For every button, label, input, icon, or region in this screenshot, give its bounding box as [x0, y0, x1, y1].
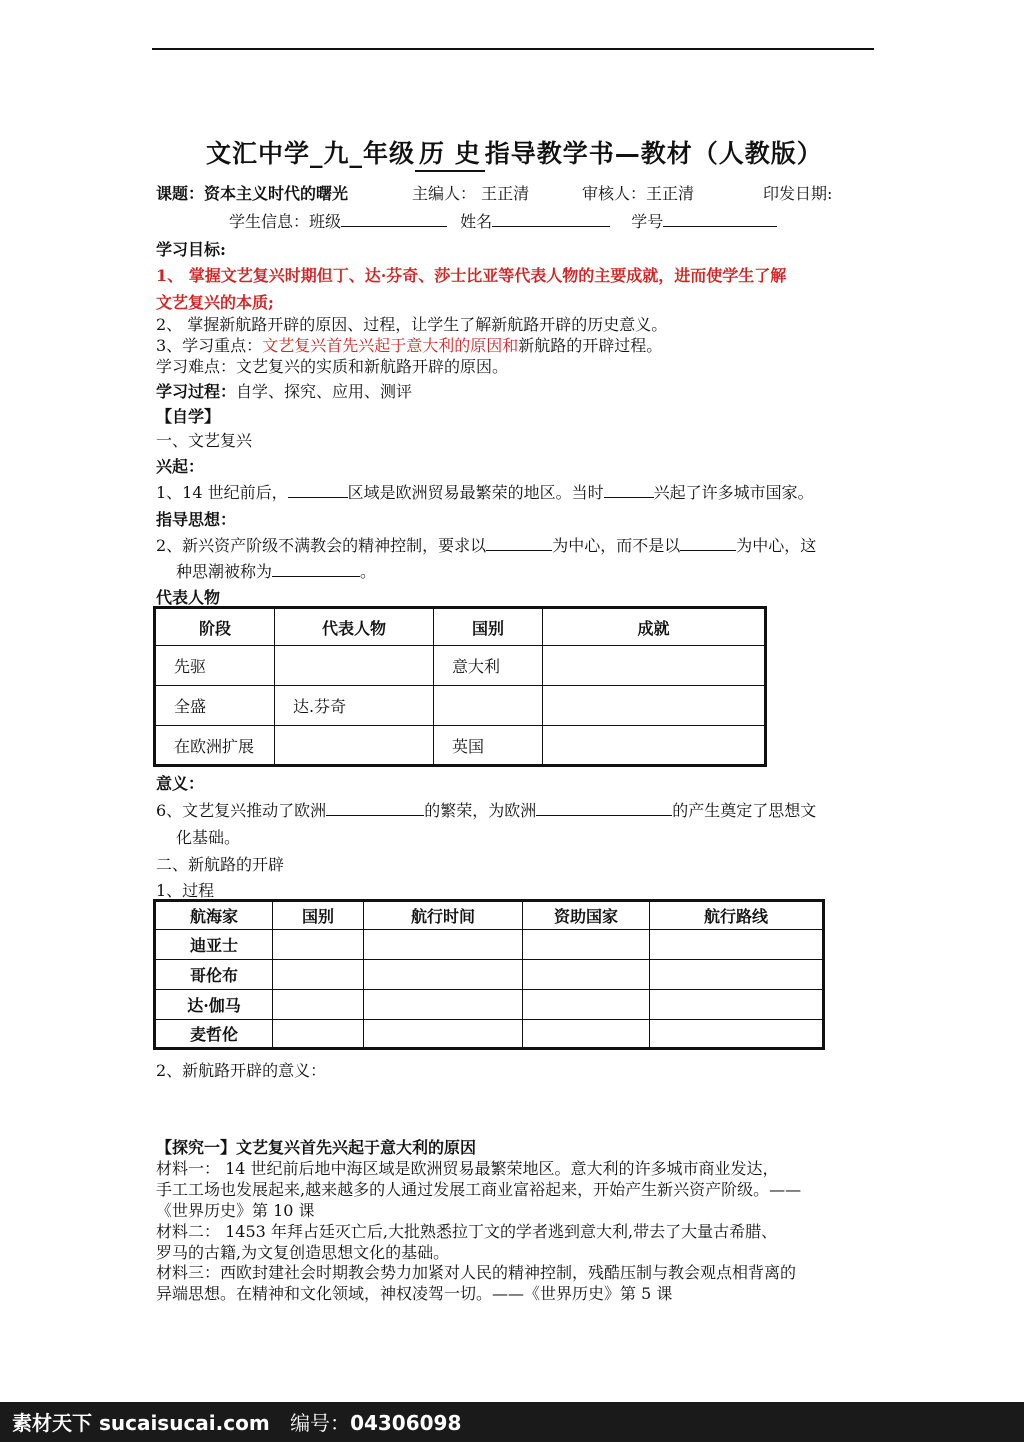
rep-cell-achievement[interactable]: [543, 726, 766, 766]
nav-header-route: 航行路线: [650, 901, 824, 930]
watermark-text: [12, 1407, 461, 1436]
material-2-a: 材料二： 1453 年拜占廷灭亡后,大批熟悉拉丁文的学者逃到意大利,带去了大量古希腊、: [156, 1222, 778, 1241]
nav-cell-sponsor[interactable]: [523, 960, 650, 990]
class-blank[interactable]: [341, 210, 447, 227]
q1-blank-region[interactable]: [288, 481, 348, 498]
material-3-b: 异端思想。在精神和文化领域，神权凌驾一切。——《世界历史》第 5 课: [156, 1284, 673, 1303]
nav-cell-country[interactable]: [273, 1020, 364, 1049]
rep-cell-stage: 在欧洲扩展: [155, 726, 275, 766]
navigators-table: [153, 899, 825, 1050]
study-process-steps: 自学、探究、应用、测评: [236, 382, 413, 401]
reviewer-label: 审核人：王正清: [582, 184, 695, 203]
nav-cell-route[interactable]: [650, 930, 824, 960]
rep-cell-achievement[interactable]: [543, 686, 766, 726]
rep-cell-person[interactable]: [275, 726, 434, 766]
nav-cell-time[interactable]: [364, 930, 523, 960]
editor-label: 主编人： 王正清: [412, 184, 530, 203]
question-2-line-b: 种思潮被称为 。: [176, 562, 377, 581]
q6-blank-origin[interactable]: [536, 799, 672, 816]
question-2-line-a: 2、新兴资产阶级不满教会的精神控制，要求以 为中心，而不是以 为中心，这: [156, 536, 817, 555]
rep-cell-person[interactable]: [275, 646, 434, 686]
rep-header-stage: 阶段: [155, 608, 275, 646]
material-2-b: 罗马的古籍,为文复创造思想文化的基础。: [156, 1243, 450, 1262]
nav-cell-route[interactable]: [650, 960, 824, 990]
significance-heading: 意义：: [156, 774, 205, 793]
question-6-line-b: 化基础。: [176, 828, 241, 847]
nav-cell-navigator: 麦哲伦: [155, 1020, 273, 1049]
rep-cell-country[interactable]: [434, 686, 543, 726]
nav-cell-navigator: 迪亚士: [155, 930, 273, 960]
nav-cell-time[interactable]: [364, 990, 523, 1020]
meaning-question: 2、新航路开辟的意义：: [156, 1061, 327, 1080]
nav-cell-route[interactable]: [650, 1020, 824, 1049]
rise-heading: 兴起：: [156, 457, 205, 476]
id-blank[interactable]: [663, 210, 777, 227]
name-blank[interactable]: [492, 210, 610, 227]
student-info-row: 学生信息：班级 姓名 学号: [229, 209, 777, 232]
watermark-site: 素材天下 sucaisucai.com: [12, 1411, 270, 1435]
inquiry-heading: 【探究一】文艺复兴首先兴起于意大利的原因: [156, 1138, 477, 1157]
watermark-id: 04306098: [350, 1411, 462, 1435]
study-process: [156, 379, 412, 402]
study-process-label: 学习过程：: [156, 382, 237, 401]
rep-cell-country: 意大利: [434, 646, 543, 686]
rep-heading: 代表人物: [156, 588, 221, 607]
nav-cell-sponsor[interactable]: [523, 990, 650, 1020]
nav-cell-navigator: 哥伦布: [155, 960, 273, 990]
rep-cell-country: 英国: [434, 726, 543, 766]
material-3-a: 材料三：西欧封建社会时期教会势力加紧对人民的精神控制，残酷压制与教会观点相背离的: [156, 1263, 797, 1282]
material-1-c: 《世界历史》第 10 课: [156, 1201, 315, 1220]
nav-cell-sponsor[interactable]: [523, 1020, 650, 1049]
nav-cell-navigator: 达·伽马: [155, 990, 273, 1020]
material-1-b: 手工工场也发展起来,越来越多的人通过发展工商业富裕起来，开始产生新兴资产阶级。——: [156, 1180, 802, 1199]
rep-header-achievement: 成就: [543, 608, 766, 646]
section-new-routes: 二、新航路的开辟: [156, 855, 285, 874]
nav-cell-time[interactable]: [364, 1020, 523, 1049]
nav-cell-country[interactable]: [273, 990, 364, 1020]
rep-header-country: 国别: [434, 608, 543, 646]
rep-cell-achievement[interactable]: [543, 646, 766, 686]
rep-header-person: 代表人物: [275, 608, 434, 646]
nav-header-sponsor: 资助国家: [523, 901, 650, 930]
nav-cell-time[interactable]: [364, 960, 523, 990]
nav-header-country: 国别: [273, 901, 364, 930]
question-6-line-a: 6、文艺复兴推动了欧洲 的繁荣，为欧洲 的产生奠定了思想文: [156, 801, 817, 820]
q2-blank-not-center[interactable]: [680, 534, 736, 551]
goal-3: 3、学习重点：文艺复兴首先兴起于意大利的原因和新航路的开辟过程。: [156, 336, 663, 355]
goals-heading: 学习目标:: [156, 240, 226, 259]
nav-cell-country[interactable]: [273, 960, 364, 990]
nav-header-time: 航行时间: [364, 901, 523, 930]
section-renaissance: 一、文艺复兴: [156, 431, 253, 450]
representatives-table: [153, 606, 767, 767]
rep-cell-stage: 先驱: [155, 646, 275, 686]
rep-cell-person: 达.芬奇: [275, 686, 434, 726]
rep-cell-stage: 全盛: [155, 686, 275, 726]
goal-1-line-b: 文艺复兴的本质;: [156, 293, 274, 312]
question-1: 1、14 世纪前后， 区域是欧洲贸易最繁荣的地区。当时 兴起了许多城市国家。: [156, 483, 814, 502]
nav-cell-country[interactable]: [273, 930, 364, 960]
process-label: 1、过程: [156, 881, 215, 900]
nav-header-navigator: 航海家: [155, 901, 273, 930]
difficulty: 学习难点：文艺复兴的实质和新航路开辟的原因。: [156, 357, 509, 376]
q2-blank-term[interactable]: [272, 560, 360, 577]
watermark-id-label: 编号：: [290, 1411, 351, 1435]
goal-2: 2、 掌握新航路开辟的原因、过程，让学生了解新航路开辟的历史意义。: [156, 315, 668, 334]
date-label: 印发日期:: [763, 184, 833, 203]
q2-blank-center[interactable]: [486, 534, 552, 551]
q6-blank-prosperity[interactable]: [326, 799, 424, 816]
material-1-a: 材料一： 14 世纪前后地中海区域是欧洲贸易最繁荣地区。意大利的许多城市商业发达，: [156, 1159, 779, 1178]
goal-1-line-a: 1、 掌握文艺复兴时期但丁、达·芬奇、莎士比亚等代表人物的主要成就，进而使学生了解: [156, 266, 787, 285]
guide-heading: 指导思想：: [156, 510, 237, 529]
self-study-heading: 【自学】: [156, 407, 221, 426]
q1-blank-place[interactable]: [604, 481, 654, 498]
nav-cell-sponsor[interactable]: [523, 930, 650, 960]
page-title: 文汇中学_九_年级 历 史 指导教学书—教材（人教版）: [206, 134, 823, 172]
nav-cell-route[interactable]: [650, 990, 824, 1020]
header-rule: [152, 48, 874, 50]
lesson-title: 课题：资本主义时代的曙光: [156, 184, 349, 203]
